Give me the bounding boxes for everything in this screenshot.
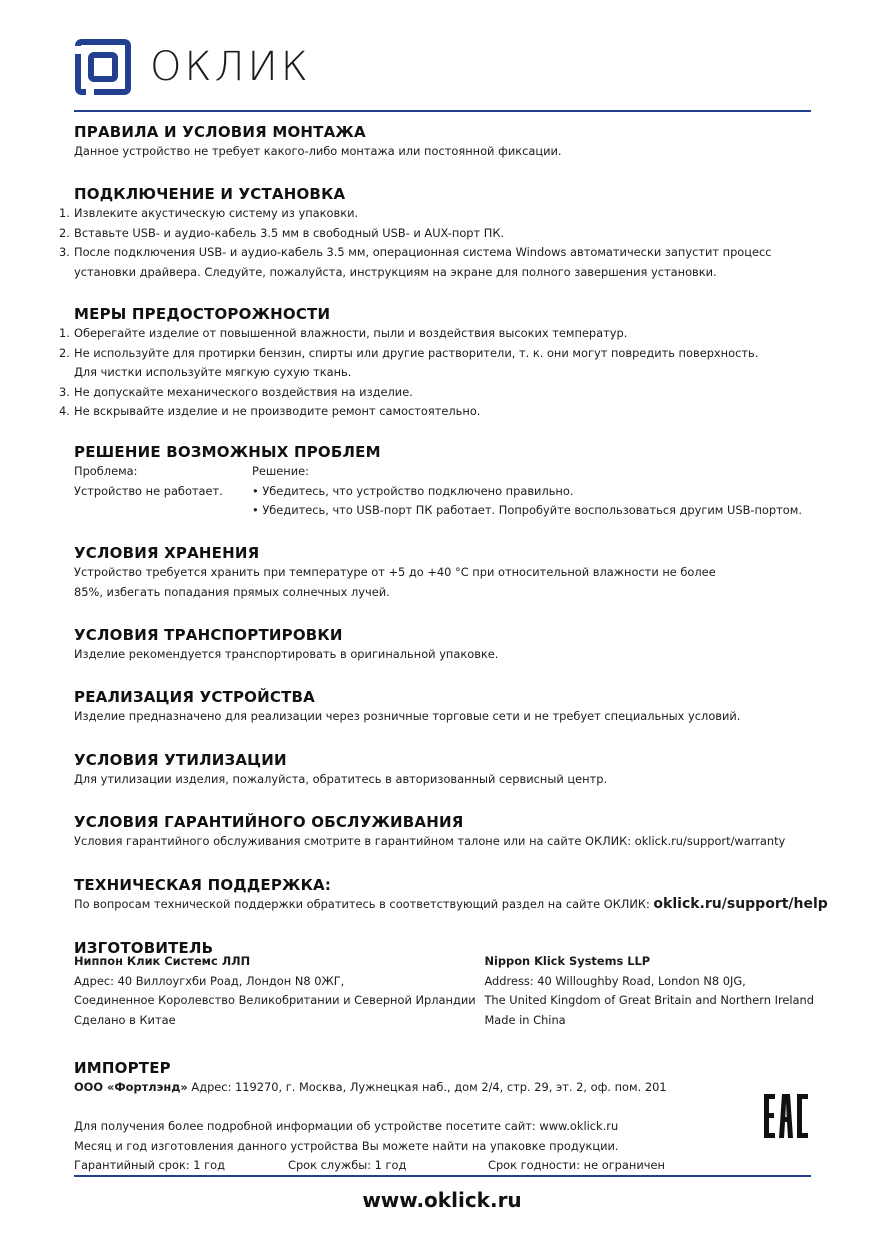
solution-header: Решение: xyxy=(252,464,310,478)
solution-item: • Убедитесь, что устройство подключено правильно. xyxy=(252,483,574,498)
brand-logo xyxy=(74,37,311,97)
section-title: РЕШЕНИЕ ВОЗМОЖНЫХ ПРОБЛЕМ xyxy=(74,443,381,461)
section-title: ТЕХНИЧЕСКАЯ ПОДДЕРЖКА: xyxy=(74,876,332,894)
section-sales xyxy=(74,687,814,727)
list-item-continuation: установки драйвера. Следуйте, пожалуйста, инструкциям на экране для полного завершения установки. xyxy=(74,264,717,279)
manufacturer-address: Address: 40 Willoughby Road, London N8 0JG, xyxy=(484,973,746,988)
section-text: Изделие рекомендуется транспортировать в оригинальной упаковке. xyxy=(74,647,499,661)
section-title: ИМПОРТЕР xyxy=(74,1059,171,1077)
section-storage xyxy=(74,543,814,602)
solution-item: • Убедитесь, что USB-порт ПК работает. Попробуйте воспользоваться другим USB-портом. xyxy=(252,503,802,517)
section-precautions xyxy=(59,304,814,422)
section-manufacturer xyxy=(74,938,814,1030)
section-title: УСЛОВИЯ ГАРАНТИЙНОГО ОБСЛУЖИВАНИЯ xyxy=(74,813,464,831)
section-disposal xyxy=(74,750,814,790)
support-link[interactable]: oklick.ru/support/help xyxy=(653,896,828,912)
header-divider xyxy=(74,110,811,112)
section-importer xyxy=(74,1058,814,1098)
section-text: Устройство требуется хранить при температуре от +5 до +40 °С при относительной влажности не более xyxy=(74,565,716,579)
precautions-list xyxy=(59,324,814,422)
troubleshooting-table xyxy=(74,462,814,521)
section-text: Для утилизации изделия, пожалуйста, обратитесь в авторизованный сервисный центр. xyxy=(74,772,608,786)
section-troubleshooting xyxy=(74,442,814,521)
info-line: Месяц и год изготовления данного устройства Вы можете найти на упаковке продукции. xyxy=(74,1138,619,1153)
manufacturer-columns xyxy=(74,952,814,1030)
section-text: Условия гарантийного обслуживания смотрите в гарантийном талоне или на сайте ОКЛИК: oklick.ru/support/warranty xyxy=(74,834,786,848)
section-text: Изделие предназначено для реализации через розничные торговые сети и не требует специальных условий. xyxy=(74,709,741,723)
list-item: 1. Извлеките акустическую систему из упаковки. xyxy=(59,206,359,220)
connection-list xyxy=(59,204,814,282)
section-title: МЕРЫ ПРЕДОСТОРОЖНОСТИ xyxy=(74,305,331,323)
manufacturer-address: Адрес: 40 Виллоугхби Роад, Лондон N8 0ЖГ, xyxy=(74,973,345,988)
section-text: 85%, избегать попадания прямых солнечных лучей. xyxy=(74,584,390,599)
list-item-continuation: Для чистки используйте мягкую сухую ткань. xyxy=(74,365,352,379)
section-title: ПРАВИЛА И УСЛОВИЯ МОНТАЖА xyxy=(74,123,366,141)
list-item: 4. Не вскрывайте изделие и не производите ремонт самостоятельно. xyxy=(59,404,481,418)
importer-text: ООО «Фортлэнд» Адрес: 119270, г. Москва, Лужнецкая наб., дом 2/4, стр. 29, эт. 2, оф. пом. 201 xyxy=(74,1080,667,1094)
eac-mark-icon xyxy=(762,1092,811,1140)
section-text: По вопросам технической поддержки обратитесь в соответствующий раздел на сайте ОКЛИК: oklick.ru/support/help xyxy=(74,896,828,912)
manufacturer-name: Ниппон Клик Системс ЛЛП xyxy=(74,954,251,968)
warranty-period: Гарантийный срок: 1 год xyxy=(74,1158,225,1172)
website-link[interactable]: www.oklick.ru xyxy=(362,1188,522,1212)
section-title: УСЛОВИЯ УТИЛИЗАЦИИ xyxy=(74,751,287,769)
list-item: 1. Оберегайте изделие от повышенной влажности, пыли и воздействия высоких температур. xyxy=(59,326,628,340)
section-text: Данное устройство не требует какого-либо монтажа или постоянной фиксации. xyxy=(74,144,562,158)
list-item: 3. После подключения USB- и аудио-кабель 3.5 мм, операционная система Windows автоматически запустит процесс xyxy=(59,245,772,259)
list-item: 2. Не используйте для протирки бензин, спирты или другие растворители, т. к. они могут повредить поверхность. xyxy=(59,345,759,360)
manufacturer-ru xyxy=(74,952,484,1030)
oklick-logo-icon xyxy=(74,38,132,96)
service-life: Срок службы: 1 год xyxy=(288,1158,407,1172)
manufacturer-country: The United Kingdom of Great Britain and Northern Ireland xyxy=(484,993,814,1007)
manufacturer-made: Сделано в Китае xyxy=(74,1012,176,1027)
section-title: ПОДКЛЮЧЕНИЕ И УСТАНОВКА xyxy=(74,185,346,203)
info-line: Для получения более подробной информации об устройстве посетите сайт: www.oklick.ru xyxy=(74,1119,619,1133)
section-transport xyxy=(74,625,814,665)
section-mounting xyxy=(74,122,814,162)
section-title: УСЛОВИЯ ХРАНЕНИЯ xyxy=(74,544,260,562)
manufacturer-en xyxy=(484,952,814,1030)
manufacturer-country: Соединенное Королевство Великобритании и Северной Ирландии xyxy=(74,993,476,1007)
footer-divider xyxy=(74,1175,811,1177)
problem-text: Устройство не работает. xyxy=(74,483,223,498)
list-item: 2. Вставьте USB- и аудио-кабель 3.5 мм в свободный USB- и AUX-порт ПК. xyxy=(59,225,505,240)
manufacturer-name: Nippon Klick Systems LLP xyxy=(484,954,651,968)
section-title: УСЛОВИЯ ТРАНСПОРТИРОВКИ xyxy=(74,626,343,644)
section-support xyxy=(74,875,828,915)
importer-name: ООО «Фортлэнд» xyxy=(74,1080,188,1094)
section-warranty xyxy=(74,812,814,852)
brand-name: ОКЛИК xyxy=(150,44,311,90)
problem-header: Проблема: xyxy=(74,464,138,478)
manufacturer-made: Made in China xyxy=(484,1012,566,1027)
footer-info xyxy=(74,1117,814,1176)
section-title: РЕАЛИЗАЦИЯ УСТРОЙСТВА xyxy=(74,688,315,706)
section-title: ИЗГОТОВИТЕЛЬ xyxy=(74,939,214,957)
lifetime-row xyxy=(74,1156,814,1176)
shelf-life: Срок годности: не ограничен xyxy=(488,1158,665,1172)
section-connection xyxy=(59,184,814,282)
list-item: 3. Не допускайте механического воздействия на изделие. xyxy=(59,384,413,399)
